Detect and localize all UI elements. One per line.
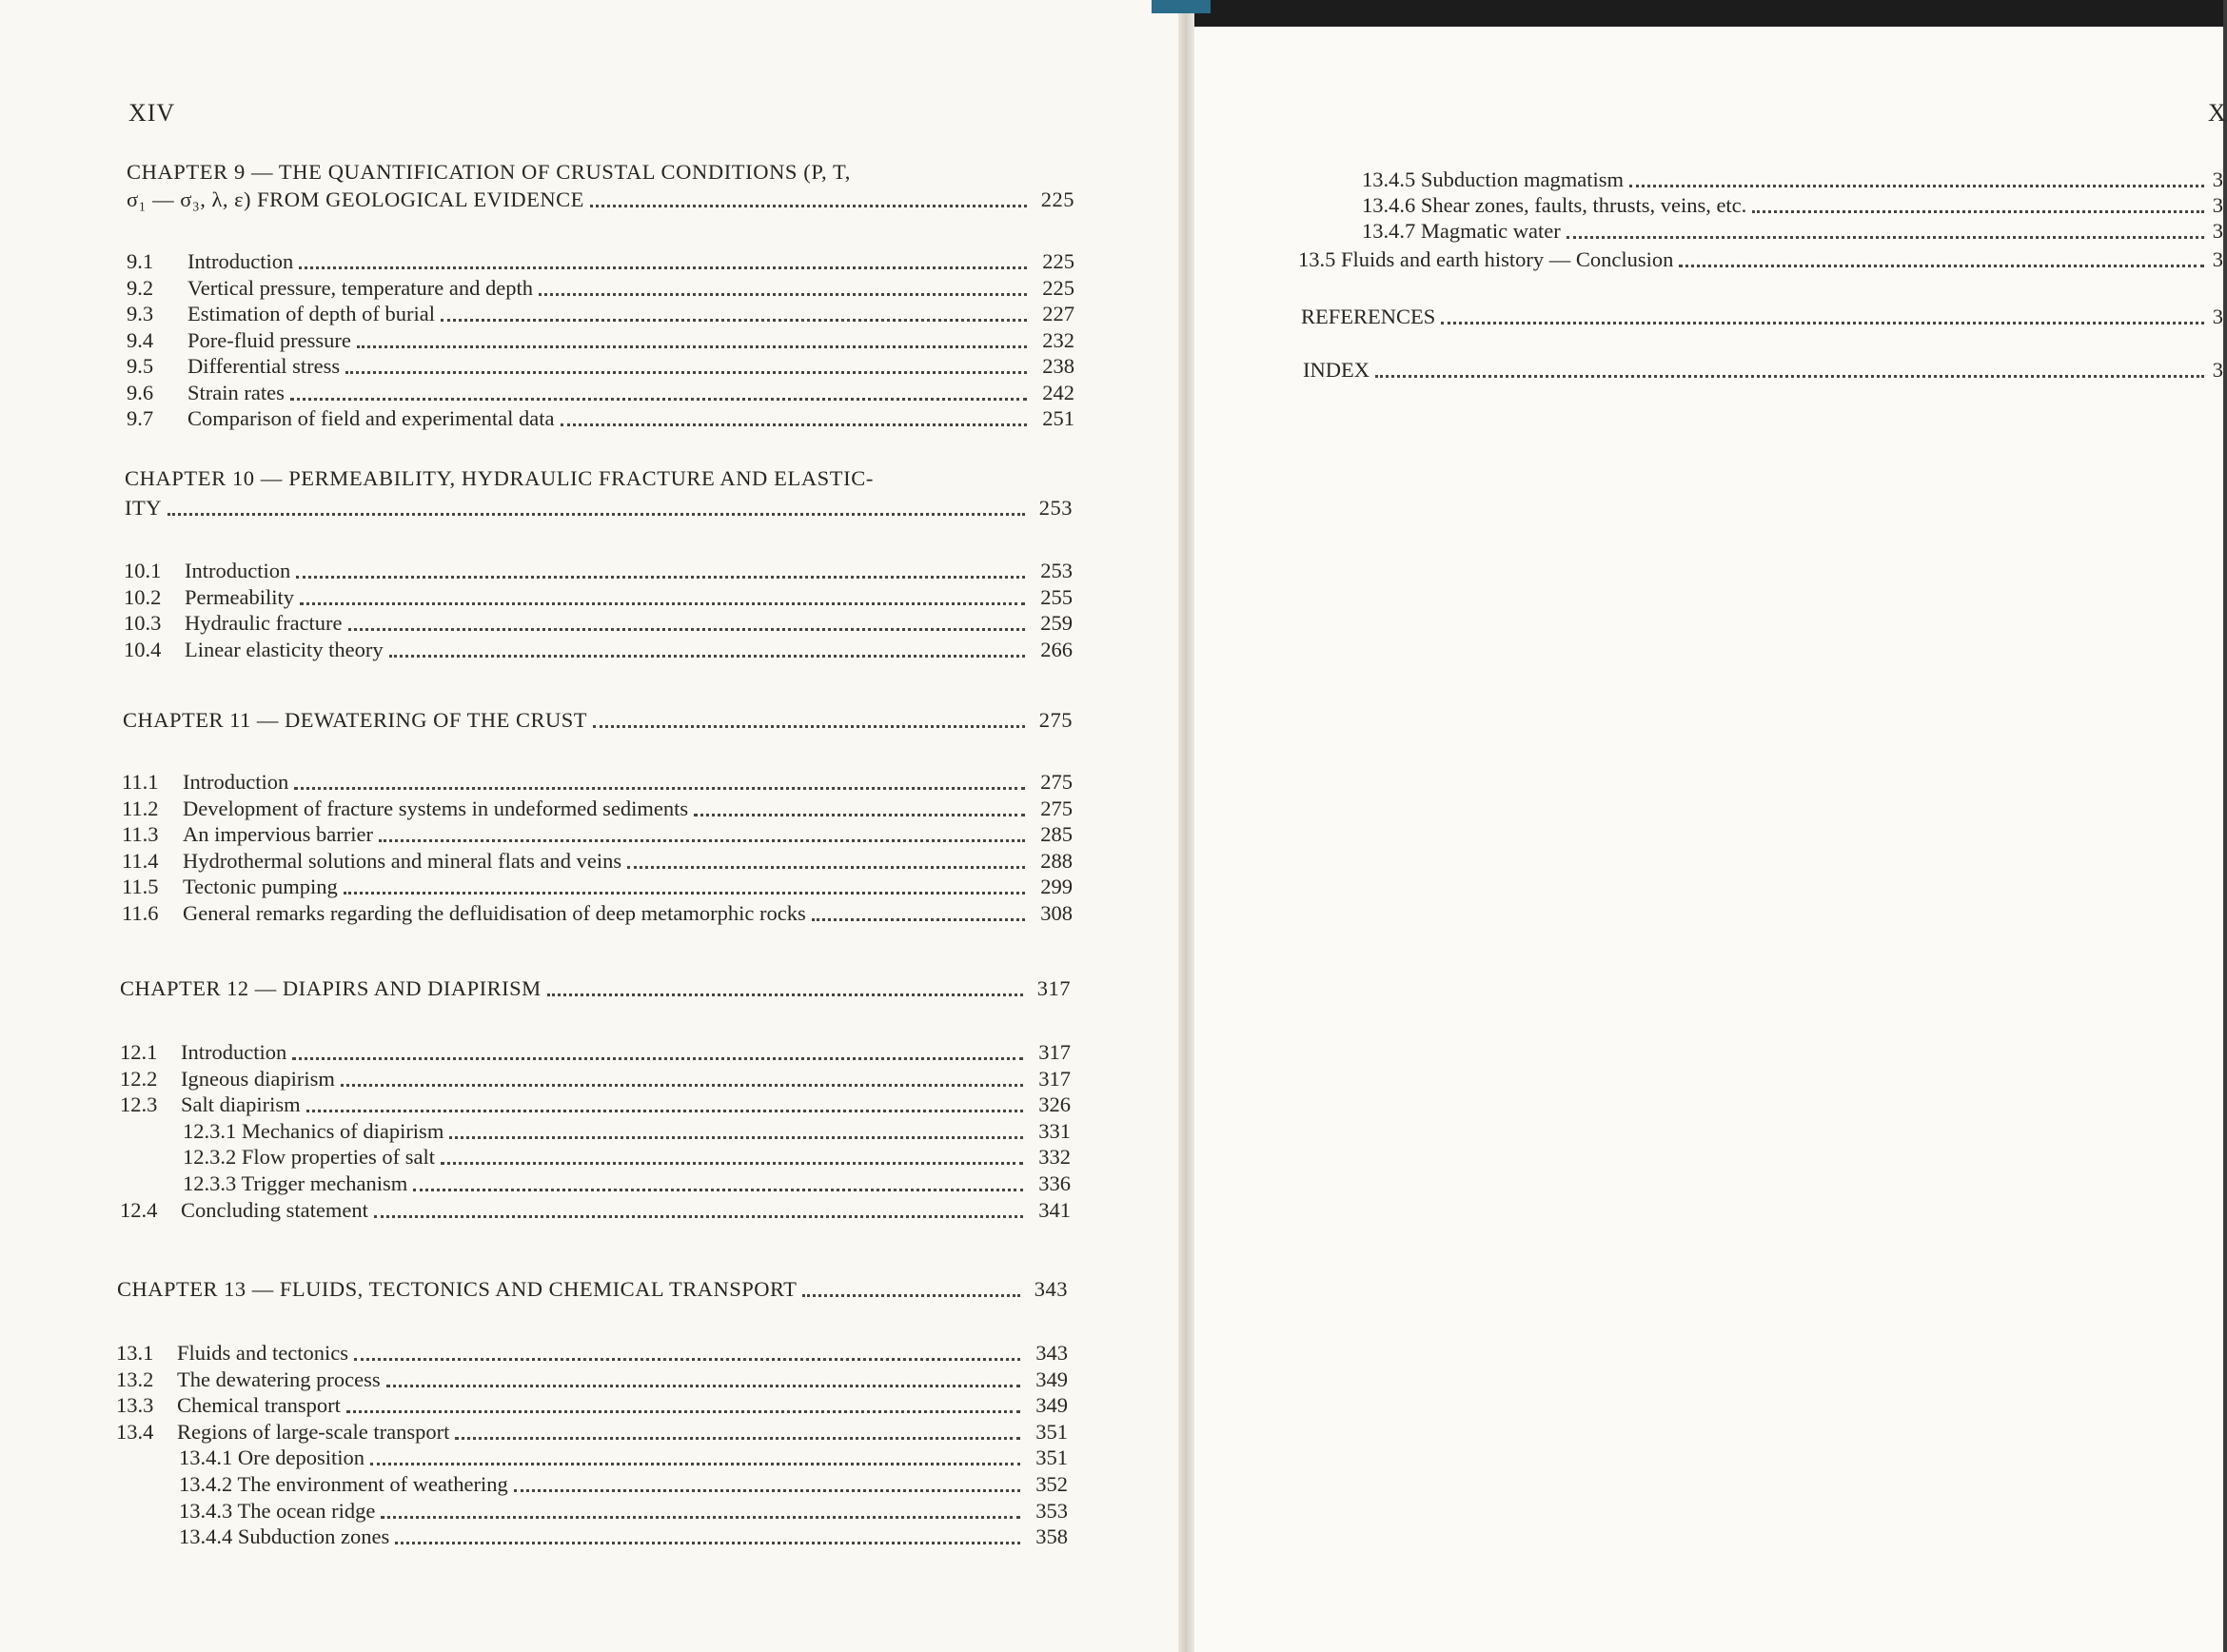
section-title: 12.3.2 Flow properties of salt <box>183 1145 435 1170</box>
page-number: 227 <box>1042 302 1074 325</box>
page-number: 266 <box>1040 637 1073 661</box>
page-number: 253 <box>1038 496 1073 520</box>
section-title: 13.4.7 Magmatic water <box>1362 219 1561 243</box>
section-title: 13.4.4 Subduction zones <box>179 1524 390 1549</box>
toc-subentry <box>183 1141 1071 1170</box>
toc-entry <box>120 1089 1071 1117</box>
page-number: 238 <box>1042 354 1074 378</box>
toc-subentry <box>179 1521 1068 1549</box>
book-cover-edge <box>1152 0 1211 13</box>
section-title: 13.4.2 The environment of weathering <box>179 1472 508 1496</box>
section-number: 11.3 <box>122 822 159 846</box>
toc-entry <box>127 324 1074 353</box>
toc-subentry <box>1362 189 2223 218</box>
toc-subentry <box>179 1495 1068 1524</box>
toc-entry <box>124 634 1073 662</box>
leader-dots <box>593 725 1025 728</box>
page-number: 317 <box>1038 1066 1071 1091</box>
leader-dots <box>354 1358 1020 1361</box>
toc-entry <box>116 1364 1068 1392</box>
section-title: Introduction <box>187 249 294 273</box>
leader-dots <box>294 787 1025 790</box>
toc-entry <box>124 555 1073 583</box>
page-number: 225 <box>1040 187 1074 211</box>
section-title: 12.3.1 Mechanics of diapirism <box>183 1118 444 1143</box>
section-number: 9.1 <box>127 249 154 273</box>
leader-dots <box>561 423 1028 426</box>
leader-dots <box>341 1084 1023 1087</box>
chapter-heading: CHAPTER 11 — DEWATERING OF THE CRUST <box>123 708 588 732</box>
toc-subentry <box>1362 215 2223 244</box>
chapter-9-heading-line2 <box>127 184 1074 212</box>
chapter-9-heading <box>127 160 851 185</box>
page-number: 275 <box>1038 708 1073 732</box>
section-number: 9.2 <box>127 275 154 300</box>
toc-entry <box>127 377 1074 405</box>
section-title: Permeability <box>185 584 294 609</box>
leader-dots <box>299 266 1027 269</box>
section-title: 12.3.3 Trigger mechanism <box>183 1171 408 1195</box>
section-title: Introduction <box>185 559 291 582</box>
chapter-heading: CHAPTER 13 — FLUIDS, TECTONICS AND CHEMICAL TRANSPORT <box>117 1277 798 1301</box>
leader-dots <box>357 345 1027 348</box>
chapter-13-heading <box>117 1273 1068 1302</box>
page-number: 349 <box>1035 1393 1068 1418</box>
page-number: 285 <box>1040 822 1073 846</box>
toc-entry <box>120 1063 1071 1092</box>
leader-dots <box>449 1136 1023 1139</box>
chapter-heading: CHAPTER 12 — DIAPIRS AND DIAPIRISM <box>120 976 542 1000</box>
leader-dots <box>292 1057 1023 1060</box>
leader-dots <box>694 814 1025 816</box>
page-number: 275 <box>1040 770 1073 794</box>
scan-background-edge <box>1194 0 2223 27</box>
section-number: 13.1 <box>116 1341 154 1365</box>
page-number: 3 <box>2212 167 2223 191</box>
page-number: 336 <box>1038 1171 1071 1195</box>
page-number: 358 <box>1035 1524 1068 1549</box>
section-title: Pore-fluid pressure <box>187 327 351 352</box>
leader-dots <box>590 205 1027 207</box>
section-title: 13.4.6 Shear zones, faults, thrusts, veins, etc. <box>1362 193 1747 217</box>
page-number: 317 <box>1036 976 1071 1000</box>
toc-entry <box>122 845 1073 874</box>
leader-dots <box>290 398 1027 401</box>
leader-dots <box>346 1410 1020 1413</box>
leader-dots <box>1441 322 2204 324</box>
page-number: 351 <box>1035 1446 1068 1470</box>
section-number: 13.2 <box>116 1367 154 1391</box>
page-number: 255 <box>1040 584 1073 609</box>
section-number: 10.1 <box>124 559 162 582</box>
section-number: 12.4 <box>120 1197 158 1222</box>
toc-subentry <box>179 1442 1068 1470</box>
chapter-heading-line: CHAPTER 10 — PERMEABILITY, HYDRAULIC FRACTURE AND ELASTIC- <box>125 466 874 490</box>
section-number: 9.6 <box>127 380 154 404</box>
page-number: 251 <box>1042 406 1074 430</box>
section-title: Concluding statement <box>181 1197 368 1222</box>
leader-dots <box>413 1189 1023 1191</box>
page-number: 332 <box>1038 1145 1071 1170</box>
page-number: 242 <box>1042 380 1074 404</box>
leader-dots <box>547 993 1023 996</box>
section-title: Strain rates <box>187 380 285 404</box>
page-number: 353 <box>1035 1498 1068 1523</box>
section-title: Introduction <box>183 770 289 794</box>
page-number: 308 <box>1040 900 1073 925</box>
page-number: 3 <box>2212 305 2223 328</box>
section-title: 13.5 Fluids and earth history — Conclusion <box>1298 247 1674 271</box>
leader-dots <box>345 371 1027 374</box>
leader-dots <box>348 628 1025 631</box>
section-number: 12.3 <box>120 1092 158 1117</box>
section-title: Introduction <box>181 1040 287 1064</box>
section-number: 10.2 <box>124 584 162 609</box>
page-number: 3 <box>2212 193 2223 217</box>
page-number: 343 <box>1034 1277 1068 1301</box>
leader-dots <box>370 1463 1020 1465</box>
page-number: 3 <box>2212 247 2223 271</box>
chapter-11-heading <box>123 704 1073 733</box>
section-title: Regions of large-scale transport <box>177 1419 450 1444</box>
section-title: Chemical transport <box>177 1393 341 1418</box>
book-gutter <box>1178 0 1194 1652</box>
toc-entry <box>124 581 1073 610</box>
page-number: 259 <box>1040 611 1073 635</box>
page-number: 352 <box>1035 1472 1068 1496</box>
page-number: 225 <box>1042 275 1074 300</box>
section-title: General remarks regarding the defluidisation of deep metamorphic rocks <box>183 900 806 925</box>
section-number: 9.7 <box>127 406 154 430</box>
leader-dots <box>389 655 1025 658</box>
page-number: 341 <box>1038 1197 1071 1222</box>
toc-entry <box>122 793 1073 821</box>
toc-subentry <box>183 1115 1071 1144</box>
chapter-heading-line: CHAPTER 9 — THE QUANTIFICATION OF CRUSTAL CONDITIONS (P, T, <box>127 160 851 184</box>
section-number: 9.3 <box>127 302 154 325</box>
page-folio: XIV <box>128 99 176 127</box>
section-title: REFERENCES <box>1301 305 1436 328</box>
leader-dots <box>514 1489 1020 1492</box>
leader-dots <box>1752 210 2204 213</box>
page-number: 225 <box>1042 249 1074 273</box>
toc-entry <box>1298 244 2223 272</box>
toc-subentry <box>1362 164 2223 192</box>
section-title: Salt diapirism <box>181 1092 301 1117</box>
leader-dots <box>802 1294 1020 1297</box>
section-title: Igneous diapirism <box>181 1066 335 1091</box>
chapter-12-heading <box>120 973 1071 1001</box>
leader-dots <box>306 1110 1023 1112</box>
page-number: 3 <box>2212 219 2223 243</box>
page-number: 299 <box>1040 875 1073 898</box>
toc-entry <box>127 298 1074 326</box>
section-number: 11.6 <box>122 900 159 925</box>
toc-entry <box>122 871 1073 899</box>
toc-subentry <box>183 1168 1071 1196</box>
toc-entry <box>120 1036 1071 1065</box>
toc-entry <box>127 272 1074 301</box>
section-number: 10.3 <box>124 611 162 635</box>
section-title: 13.4.3 The ocean ridge <box>179 1498 376 1523</box>
leader-dots <box>300 602 1025 605</box>
section-title: Hydrothermal solutions and mineral flats and veins <box>183 848 622 873</box>
page-folio: X <box>2208 99 2227 127</box>
section-title: An impervious barrier <box>183 822 373 846</box>
section-title: 13.4.1 Ore deposition <box>179 1446 365 1470</box>
section-title: INDEX <box>1303 358 1370 382</box>
leader-dots <box>812 918 1025 921</box>
section-title: 13.4.5 Subduction magmatism <box>1362 167 1624 191</box>
leader-dots <box>455 1437 1020 1440</box>
section-number: 10.4 <box>124 637 162 661</box>
page-number: 232 <box>1042 327 1074 352</box>
toc-entry <box>116 1416 1068 1445</box>
leader-dots <box>386 1385 1020 1387</box>
chapter-10-heading-line2 <box>125 492 1073 521</box>
leader-dots <box>627 866 1025 869</box>
toc-entry <box>120 1194 1071 1223</box>
section-title: Differential stress <box>187 354 341 378</box>
section-number: 11.4 <box>122 848 159 873</box>
toc-entry <box>122 897 1073 926</box>
toc-entry <box>116 1337 1068 1366</box>
section-number: 12.2 <box>120 1066 158 1091</box>
leader-dots <box>168 513 1025 516</box>
page-number: 349 <box>1035 1367 1068 1391</box>
section-number: 13.3 <box>116 1393 154 1418</box>
section-number: 11.1 <box>122 770 159 794</box>
leader-dots <box>296 576 1025 579</box>
leader-dots <box>395 1542 1020 1544</box>
page-number: 331 <box>1038 1118 1071 1143</box>
leader-dots <box>441 1162 1023 1165</box>
page-number: 343 <box>1035 1341 1068 1365</box>
section-title: Fluids and tectonics <box>177 1341 348 1365</box>
chapter-heading-line: ITY <box>125 496 162 520</box>
chapter-10-heading <box>125 466 874 491</box>
section-title: The dewatering process <box>177 1367 381 1391</box>
section-title: Tectonic pumping <box>183 875 338 898</box>
leader-dots <box>1567 236 2204 239</box>
section-title: Comparison of field and experimental data <box>187 406 555 430</box>
leader-dots <box>441 319 1027 322</box>
page-number: 326 <box>1038 1092 1071 1117</box>
toc-entry <box>127 350 1074 379</box>
page-number: 317 <box>1038 1040 1071 1064</box>
toc-entry <box>127 403 1074 431</box>
page-number: 351 <box>1035 1419 1068 1444</box>
toc-entry <box>116 1389 1068 1418</box>
section-number: 11.2 <box>122 796 159 820</box>
leader-dots <box>1375 375 2204 378</box>
page-number: 275 <box>1040 796 1073 820</box>
section-number: 13.4 <box>116 1419 154 1444</box>
leader-dots <box>344 892 1025 895</box>
leader-dots <box>374 1215 1023 1218</box>
section-title: Estimation of depth of burial <box>187 302 435 325</box>
section-title: Vertical pressure, temperature and depth <box>187 275 533 300</box>
leader-dots <box>379 839 1025 842</box>
toc-entry <box>1303 354 2223 383</box>
leader-dots <box>1629 185 2204 187</box>
page-number: 288 <box>1040 848 1073 873</box>
toc-entry <box>124 607 1073 636</box>
section-title: Development of fracture systems in undeformed sediments <box>183 796 689 820</box>
page-number: 3 <box>2212 358 2223 382</box>
section-title: Linear elasticity theory <box>185 637 384 661</box>
toc-entry <box>1301 301 2223 329</box>
section-number: 12.1 <box>120 1040 158 1064</box>
chapter-heading-line: σ₁ — σ₃, λ, ε) FROM GEOLOGICAL EVIDENCE <box>127 187 584 211</box>
toc-entry <box>122 818 1073 847</box>
section-title: Hydraulic fracture <box>185 611 343 635</box>
page-number: 253 <box>1040 559 1073 582</box>
toc-subentry <box>179 1468 1068 1497</box>
section-number: 11.5 <box>122 875 159 898</box>
leader-dots <box>539 293 1027 296</box>
leader-dots <box>1679 265 2204 267</box>
section-number: 9.5 <box>127 354 154 378</box>
toc-entry <box>127 246 1074 274</box>
leader-dots <box>381 1516 1020 1519</box>
section-number: 9.4 <box>127 327 154 352</box>
toc-entry <box>122 766 1073 795</box>
